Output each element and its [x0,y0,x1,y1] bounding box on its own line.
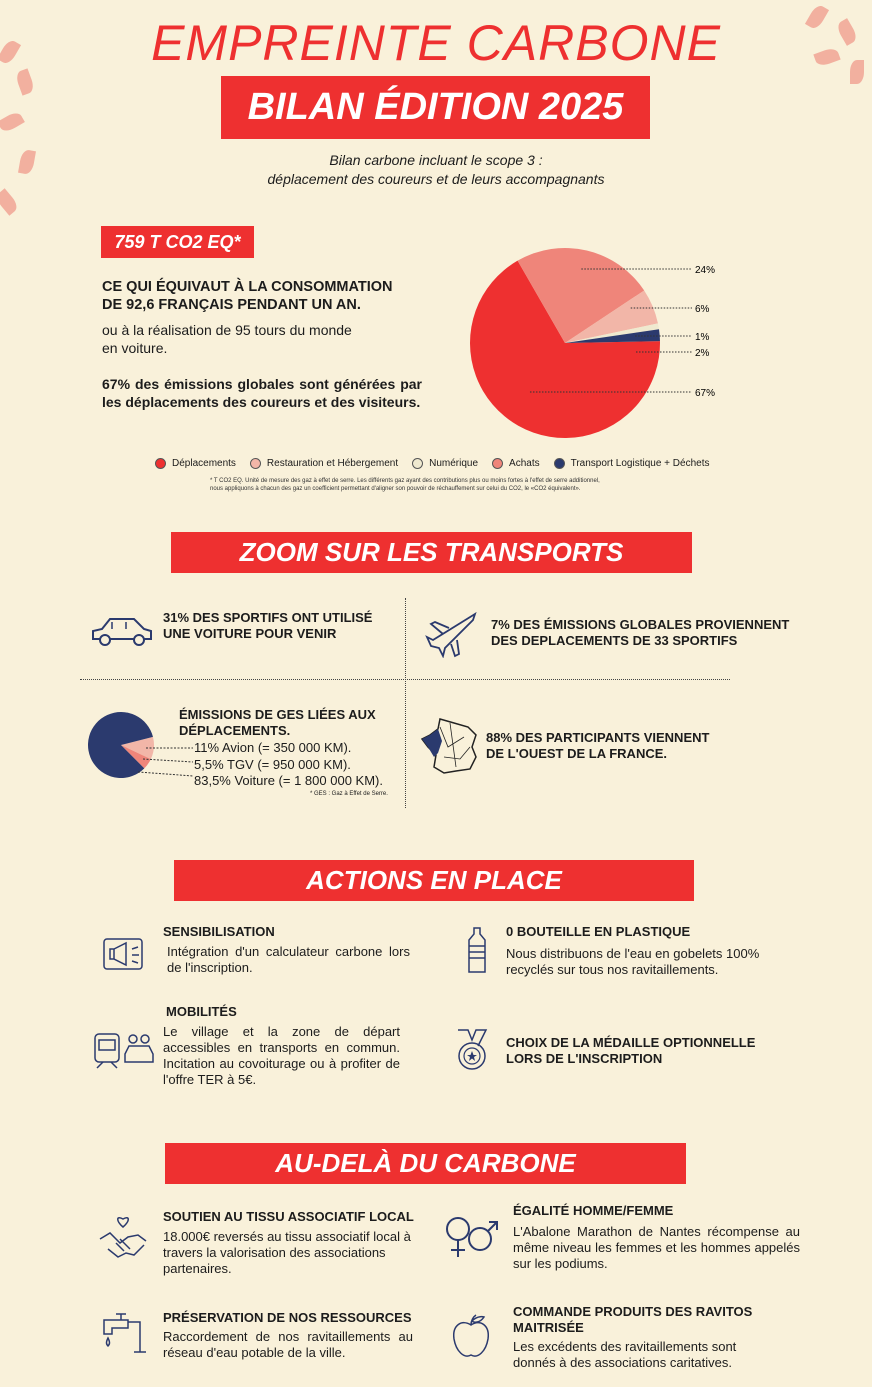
beyond-text-ravitos: Les excédents des ravitaillements sont donnés à des associations caritatives. [513,1339,737,1370]
equivalence-text: CE QUI ÉQUIVAUT À LA CONSOMMATION DE 92,6 FRANÇAIS PENDANT UN AN. [102,279,393,313]
ges-leader-line [143,759,193,762]
legend-item [412,458,478,469]
legend-item [250,458,398,469]
beyond-title-egalite: ÉGALITÉ HOMME/FEMME [513,1203,674,1218]
action-title-sensibilisation: SENSIBILISATION [163,924,275,939]
legend-swatch [250,458,261,469]
airplane-icon [425,610,479,658]
page-title: EMPREINTE CARBONE [151,15,721,71]
legend-label: Transport Logistique + Déchets [570,458,710,469]
france-map-icon [420,717,480,775]
ges-item-voiture: 83,5% Voiture (= 1 800 000 KM). [194,773,383,788]
action-title-mobilites: MOBILITÉS [166,1004,237,1019]
ges-item-tgv: 5,5% TGV (= 950 000 KM). [194,756,351,772]
section-title-actions: ACTIONS EN PLACE [174,860,694,901]
section-title-beyond: AU-DELÀ DU CARBONE [165,1143,686,1184]
pie-data-label: 2% [695,348,710,359]
ges-title: ÉMISSIONS DE GES LIÉES AUX DÉPLACEMENTS. [179,707,376,738]
ges-note: * GES : Gaz à Effet de Serre. [310,791,388,797]
car-stat: 31% DES SPORTIFS ONT UTILISÉ UNE VOITURE POUR VENIR [163,610,373,641]
legend-swatch [492,458,503,469]
chart-legend [155,458,709,469]
beyond-title-associatif: SOUTIEN AU TISSU ASSOCIATIF LOCAL [163,1209,414,1224]
action-text-sensibilisation: Intégration d'un calculateur carbone lors de l'inscription. [167,944,410,975]
water-bottle-icon [466,926,488,974]
section-title-transports: ZOOM SUR LES TRANSPORTS [171,532,692,573]
legend-swatch [155,458,166,469]
ges-leader-line [138,772,193,776]
divider-vertical [405,598,406,808]
pie-data-label: 6% [695,304,710,315]
legend-item [554,458,710,469]
water-tap-icon [100,1310,148,1354]
medal-icon [452,1028,492,1072]
pie-data-label: 24% [695,265,716,276]
beyond-title-ressources: PRÉSERVATION DE NOS RESSOURCES [163,1310,412,1325]
gender-symbols-icon [442,1213,500,1259]
legend-swatch [554,458,565,469]
pie-data-label: 67% [695,388,716,399]
beyond-text-ressources: Raccordement de nos ravitaillements au réseau d'eau potable de la ville. [163,1329,413,1360]
ges-item-avion: 11% Avion (= 350 000 KM). [194,740,352,755]
emissions-pie-chart [440,240,740,450]
plane-stat: 7% DES ÉMISSIONS GLOBALES PROVIENNENT DES DEPLACEMENTS DE 33 SPORTIFS [491,617,790,648]
train-car-icon [93,1030,155,1070]
divider-horizontal [80,679,730,680]
legend-item [492,458,540,469]
page-subtitle: BILAN ÉDITION 2025 [221,76,650,139]
tours-text: ou à la réalisation de 95 tours du monde en voiture. [102,322,352,356]
legend-label: Restauration et Hébergement [266,458,399,469]
beyond-text-associatif: 18.000€ reversés au tissu associatif local à travers la valorisation des associations partenaires. [163,1229,411,1276]
beyond-title-ravitos: COMMANDE PRODUITS DES RAVITOS MAITRISÉE [513,1304,753,1335]
legend-swatch [412,458,423,469]
action-text-mobilites: Le village et la zone de départ accessibles en transports en commun. Incitation au covoiturage ou à profiter de l'offre TER à 5€. [163,1024,400,1087]
megaphone-icon [102,935,152,977]
action-title-medaille: CHOIX DE LA MÉDAILLE OPTIONNELLE LORS DE L'INSCRIPTION [506,1035,756,1066]
intro-text: Bilan carbone incluant le scope 3 : déplacement des coureurs et de leurs accompagnants [267,152,605,187]
legend-label: Déplacements [172,458,236,469]
total-emissions-badge: 759 T CO2 EQ* [101,226,254,258]
map-stat: 88% DES PARTICIPANTS VIENNENT DE L'OUEST DE LA FRANCE. [486,730,710,761]
action-title-bouteille: 0 BOUTEILLE EN PLASTIQUE [506,924,691,939]
apple-icon [450,1313,492,1359]
footnote: * T CO2 EQ. Unité de mesure des gaz à effet de serre. Les différents gaz ayant des contributions plus ou moins fortes à l'effet de serre additionnel, nous appliquons à chacun des gaz un coefficient permettant d'aligner son pouvoir de réchauffement sur celui du CO2, le «CO2 équivalent». [210,478,600,492]
beyond-text-egalite: L'Abalone Marathon de Nantes récompense au même niveau les femmes et les hommes appelés sur les podiums. [513,1224,800,1271]
legend-label: Numérique [429,458,479,469]
legend-item [155,458,236,469]
action-text-bouteille: Nous distribuons de l'eau en gobelets 100% recyclés sur tous nos ravitaillements. [506,946,760,977]
legend-label: Achats [509,458,540,469]
handshake-heart-icon [98,1213,148,1261]
car-icon [90,615,154,649]
ges-list [194,740,383,790]
share-text: 67% des émissions globales sont générées par les déplacements des coureurs et des visiteurs. [102,376,422,410]
pie-data-label: 1% [695,332,710,343]
